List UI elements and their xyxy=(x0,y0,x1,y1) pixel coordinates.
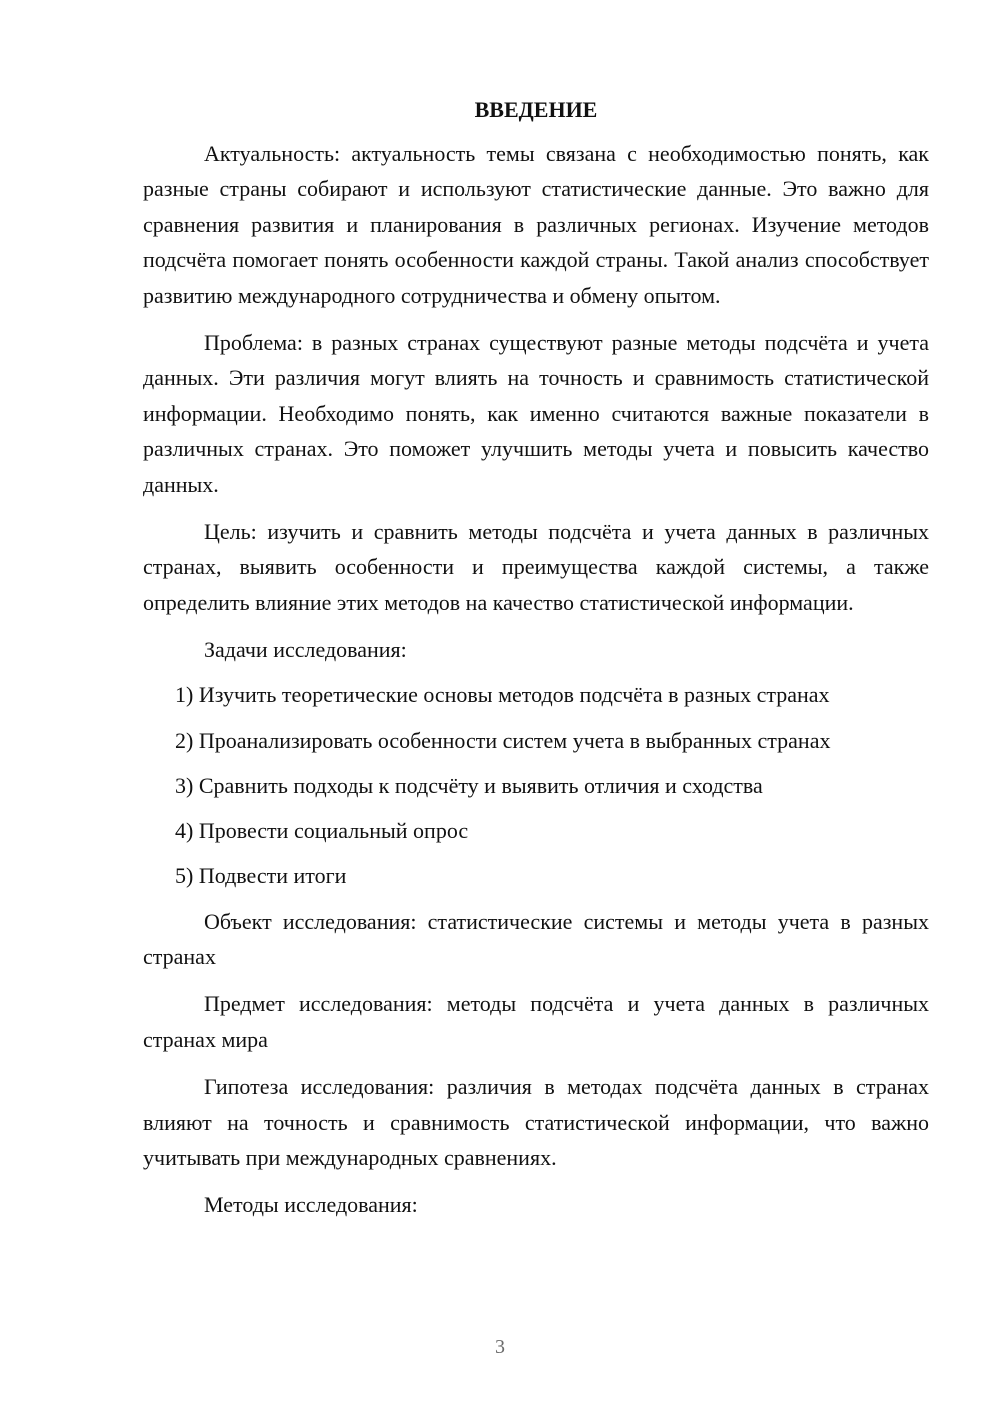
paragraph-relevance: Актуальность: актуальность темы связана с необходимостью понять, как разные страны собирают и используют статистические данные. Это важно для сравнения развития и планирования в различных регионах. Изучение методов подсчёта помогает понять особенности каждой страны. Такой анализ способствует развитию международного сотрудничества и обмену опытом. xyxy=(143,141,929,308)
document-page xyxy=(143,96,929,1233)
paragraph-goal: Цель: изучить и сравнить методы подсчёта и учета данных в различных странах, выявить особенности и преимущества каждой системы, а также определить влияние этих методов на качество статистической информации. xyxy=(143,519,929,615)
methods-heading: Методы исследования: xyxy=(204,1192,418,1218)
tasks-list xyxy=(143,677,929,893)
list-item: 4) Провести социальный опрос xyxy=(175,818,469,844)
list-item: 5) Подвести итоги xyxy=(175,863,347,889)
list-item: 1) Изучить теоретические основы методов подсчёта в разных странах xyxy=(175,682,830,708)
list-item: 3) Сравнить подходы к подсчёту и выявить отличия и сходства xyxy=(175,772,763,798)
paragraph-hypothesis: Гипотеза исследования: различия в методах подсчёта данных в странах влияют на точность и сравнимость статистической информации, что важно учитывать при международных сравнениях. xyxy=(143,1074,929,1170)
paragraph-subject: Предмет исследования: методы подсчёта и учета данных в различных странах мира xyxy=(143,991,929,1052)
section-title: ВВЕДЕНИЕ xyxy=(474,97,598,122)
list-item: 2) Проанализировать особенности систем учета в выбранных странах xyxy=(175,727,831,753)
tasks-heading: Задачи исследования: xyxy=(204,637,407,663)
paragraph-problem: Проблема: в разных странах существуют разные методы подсчёта и учета данных. Эти различия могут влиять на точность и сравнимость статистической информации. Необходимо понять, как именно считаются важные показатели в различных странах. Это поможет улучшить методы учета и повысить качество данных. xyxy=(143,330,929,497)
page-number: 3 xyxy=(495,1336,505,1358)
paragraph-object: Объект исследования: статистические системы и методы учета в разных странах xyxy=(143,908,929,969)
